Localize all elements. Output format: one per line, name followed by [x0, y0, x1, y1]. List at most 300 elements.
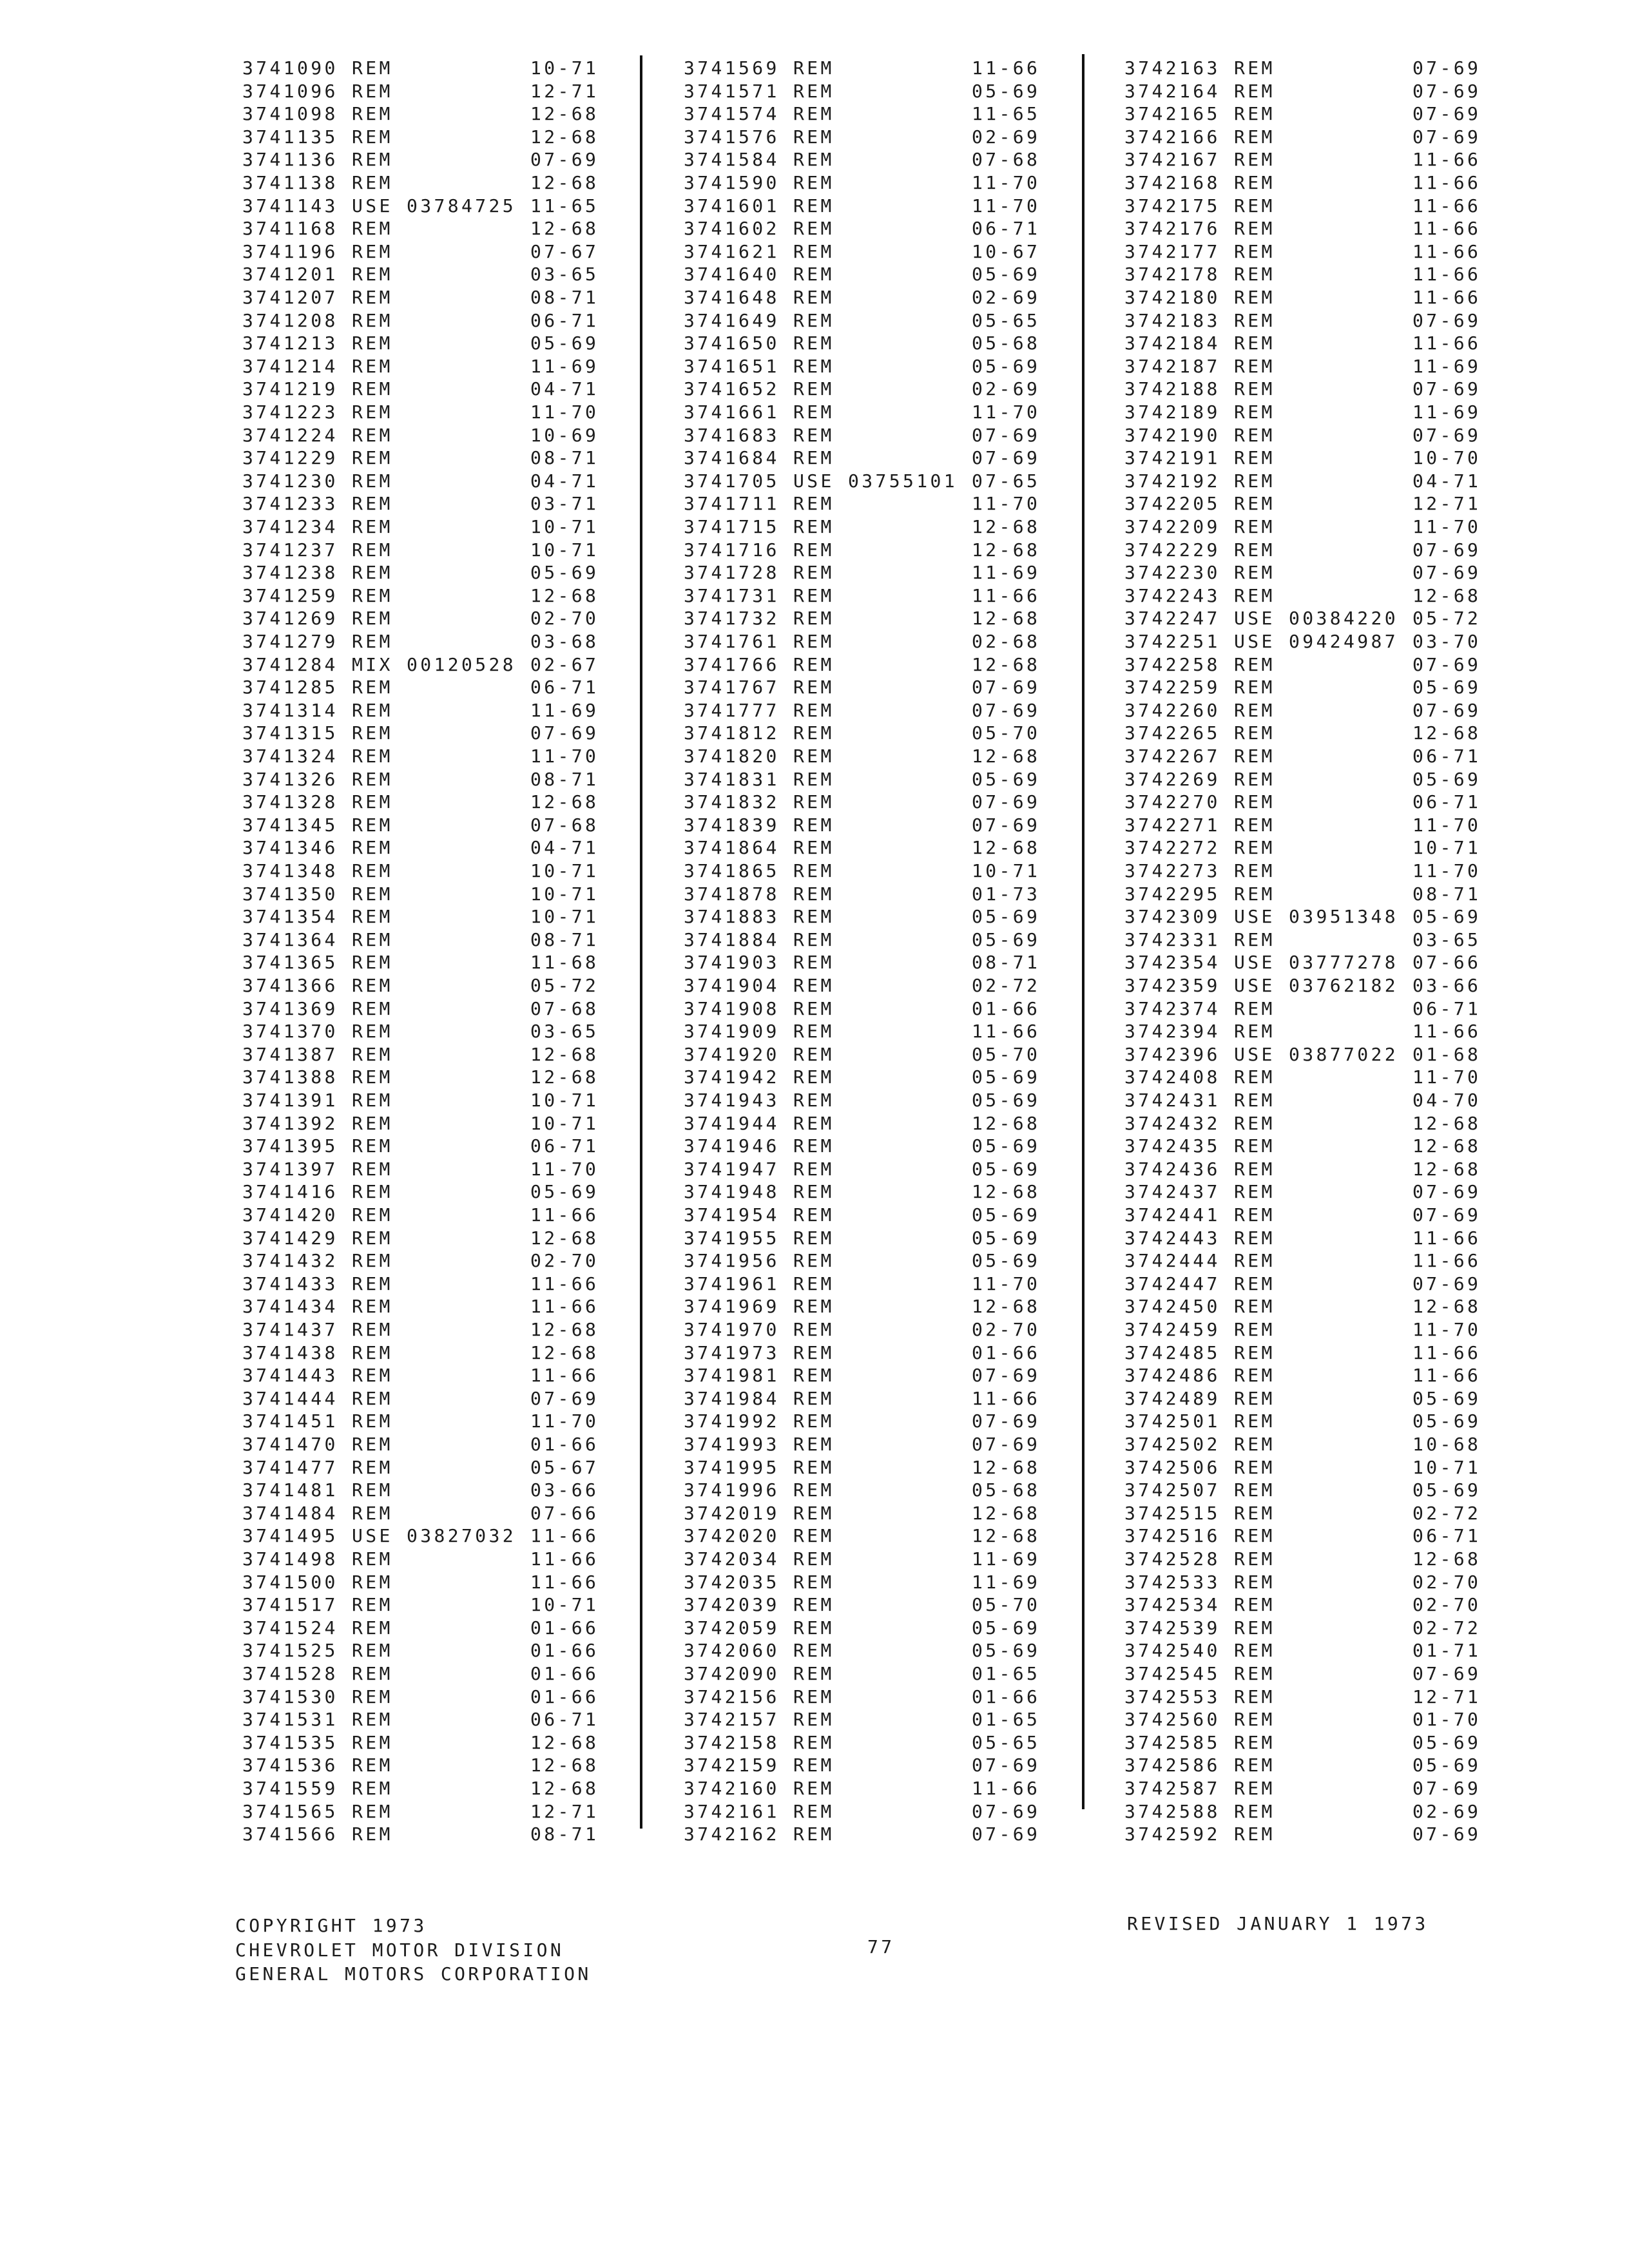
- part-number: 3742441: [1124, 1204, 1220, 1225]
- table-row: [1124, 378, 1487, 401]
- status-code: REM: [793, 539, 834, 561]
- table-row: [1124, 424, 1487, 447]
- status-code: REM: [352, 745, 393, 767]
- part-number: 3741135: [242, 126, 338, 148]
- date-code: 12-68: [530, 1066, 599, 1088]
- table-row: [684, 1227, 1046, 1250]
- status-code: REM: [793, 928, 834, 950]
- table-row: [1124, 791, 1487, 814]
- date-code: 10-67: [972, 240, 1041, 262]
- date-code: 12-68: [972, 539, 1041, 561]
- table-row: [242, 1548, 604, 1571]
- status-code: REM: [352, 928, 393, 950]
- date-code: 08-71: [530, 768, 599, 790]
- table-row: [242, 286, 604, 309]
- part-number: 3741168: [242, 218, 338, 240]
- part-number: 3741354: [242, 906, 338, 928]
- table-row: [1124, 814, 1487, 837]
- table-row: [1124, 1318, 1487, 1341]
- date-code: 05-69: [972, 1090, 1041, 1111]
- part-number: 3741536: [242, 1754, 338, 1776]
- date-code: 01-66: [530, 1434, 599, 1455]
- table-row: [242, 1112, 604, 1135]
- date-code: 12-68: [530, 1043, 599, 1065]
- table-row: [242, 860, 604, 883]
- status-code: REM: [793, 332, 834, 354]
- table-row: [1124, 745, 1487, 768]
- status-code: REM: [352, 1158, 393, 1180]
- status-code: REM: [352, 699, 393, 721]
- table-row: [242, 1708, 604, 1731]
- part-number: 3742331: [1124, 928, 1220, 950]
- part-number: 3742501: [1124, 1410, 1220, 1432]
- status-code: REM: [1234, 401, 1275, 423]
- division-line: CHEVROLET MOTOR DIVISION: [235, 1939, 564, 1961]
- table-row: [1124, 1433, 1487, 1456]
- part-number: 3742020: [684, 1525, 780, 1547]
- table-row: [684, 584, 1046, 608]
- status-code: REM: [793, 1135, 834, 1157]
- date-code: 11-70: [530, 1158, 599, 1180]
- status-code: REM: [1234, 1090, 1275, 1111]
- date-code: 11-69: [530, 699, 599, 721]
- replacement-part-number: 03827032: [407, 1525, 517, 1547]
- table-row: [1124, 1456, 1487, 1479]
- status-code: REM: [793, 631, 834, 652]
- date-code: 11-65: [530, 195, 599, 216]
- status-code: REM: [352, 401, 393, 423]
- part-number: 3741416: [242, 1181, 338, 1203]
- table-row: [1124, 768, 1487, 791]
- date-code: 02-72: [972, 975, 1041, 996]
- date-code: 11-66: [1412, 1227, 1481, 1249]
- table-row: [1124, 1662, 1487, 1686]
- table-row: [684, 492, 1046, 515]
- status-code: REM: [352, 57, 393, 79]
- table-row: [1124, 240, 1487, 264]
- part-number: 3741208: [242, 309, 338, 331]
- status-code: REM: [1234, 1112, 1275, 1134]
- replacement-part-number: 09424987: [1289, 631, 1399, 652]
- status-code: REM: [352, 126, 393, 148]
- date-code: 07-66: [530, 1502, 599, 1524]
- part-number: 3741285: [242, 677, 338, 698]
- date-code: 07-69: [1412, 699, 1481, 721]
- part-number: 3742437: [1124, 1181, 1220, 1203]
- date-code: 06-71: [530, 1709, 599, 1731]
- table-row: [684, 80, 1046, 103]
- table-row: [684, 1273, 1046, 1296]
- part-number: 3742515: [1124, 1502, 1220, 1524]
- date-code: 11-70: [1412, 1066, 1481, 1088]
- table-row: [684, 1295, 1046, 1318]
- table-row: [1124, 699, 1487, 722]
- status-code: REM: [352, 332, 393, 354]
- status-code: REM: [352, 516, 393, 537]
- date-code: 07-69: [972, 1800, 1041, 1822]
- status-code: REM: [793, 126, 834, 148]
- part-number: 3741233: [242, 493, 338, 515]
- date-code: 07-69: [1412, 562, 1481, 584]
- date-code: 05-68: [972, 332, 1041, 354]
- table-row: [242, 1066, 604, 1089]
- column-divider: [1082, 54, 1084, 1809]
- table-row: [684, 332, 1046, 355]
- table-row: [242, 171, 604, 195]
- date-code: 11-70: [1412, 814, 1481, 836]
- status-code: REM: [793, 1043, 834, 1065]
- replacement-part-number: 03784725: [407, 195, 517, 216]
- table-row: [242, 1318, 604, 1341]
- date-code: 07-69: [972, 791, 1041, 813]
- date-code: 12-71: [1412, 493, 1481, 515]
- part-number: 3742189: [1124, 401, 1220, 423]
- status-code: REM: [793, 57, 834, 79]
- date-code: 07-69: [972, 699, 1041, 721]
- date-code: 02-69: [972, 287, 1041, 308]
- table-row: [684, 1089, 1046, 1112]
- part-number: 3742180: [1124, 287, 1220, 308]
- date-code: 05-69: [972, 768, 1041, 790]
- status-code: REM: [352, 172, 393, 193]
- status-code: REM: [1234, 1778, 1275, 1799]
- date-code: 04-71: [530, 837, 599, 859]
- table-row: [242, 515, 604, 539]
- part-number: 3742059: [684, 1617, 780, 1639]
- status-code: REM: [793, 814, 834, 836]
- table-row: [684, 1387, 1046, 1410]
- status-code: REM: [1234, 1434, 1275, 1455]
- date-code: 10-71: [530, 539, 599, 561]
- table-row: [1124, 1341, 1487, 1365]
- table-row: [242, 722, 604, 745]
- status-code: REM: [1234, 1823, 1275, 1845]
- part-number: 3741392: [242, 1112, 338, 1134]
- status-code: REM: [352, 1479, 393, 1501]
- status-code: REM: [793, 355, 834, 377]
- table-row: [684, 424, 1046, 447]
- part-number: 3741571: [684, 80, 780, 102]
- part-number: 3741590: [684, 172, 780, 193]
- part-number: 3741346: [242, 837, 338, 859]
- status-code: REM: [352, 1227, 393, 1249]
- status-code: REM: [352, 1296, 393, 1318]
- status-code: REM: [1234, 1731, 1275, 1753]
- status-code: USE: [1234, 906, 1275, 928]
- date-code: 12-68: [530, 584, 599, 606]
- date-code: 07-69: [1412, 653, 1481, 675]
- date-code: 07-69: [972, 1365, 1041, 1387]
- status-code: REM: [352, 1640, 393, 1662]
- part-number: 3741279: [242, 631, 338, 652]
- part-number: 3741942: [684, 1066, 780, 1088]
- status-code: REM: [793, 103, 834, 125]
- table-row: [1124, 263, 1487, 286]
- date-code: 11-69: [1412, 401, 1481, 423]
- table-row: [242, 1571, 604, 1594]
- status-code: REM: [352, 814, 393, 836]
- table-row: [1124, 470, 1487, 493]
- parts-column-1: [242, 57, 604, 1848]
- status-code: USE: [1234, 608, 1275, 629]
- status-code: REM: [793, 1112, 834, 1134]
- table-row: [684, 1433, 1046, 1456]
- table-row: [684, 1135, 1046, 1158]
- status-code: REM: [352, 1410, 393, 1432]
- part-number: 3741388: [242, 1066, 338, 1088]
- table-row: [242, 1273, 604, 1296]
- table-row: [684, 1686, 1046, 1709]
- table-row: [684, 1456, 1046, 1479]
- date-code: 12-68: [530, 1319, 599, 1340]
- part-number: 3741970: [684, 1319, 780, 1340]
- date-code: 10-71: [530, 1090, 599, 1111]
- table-row: [242, 905, 604, 928]
- part-number: 3741732: [684, 608, 780, 629]
- status-code: REM: [793, 1365, 834, 1387]
- status-code: REM: [793, 1296, 834, 1318]
- date-code: 03-65: [530, 264, 599, 285]
- table-row: [1124, 951, 1487, 974]
- date-code: 12-71: [530, 1800, 599, 1822]
- date-code: 07-69: [530, 1387, 599, 1409]
- status-code: REM: [352, 1066, 393, 1088]
- date-code: 11-66: [1412, 149, 1481, 171]
- table-row: [684, 148, 1046, 171]
- table-row: [242, 883, 604, 906]
- part-number: 3742034: [684, 1548, 780, 1570]
- status-code: REM: [1234, 722, 1275, 744]
- part-number: 3742394: [1124, 1021, 1220, 1043]
- status-code: REM: [1234, 493, 1275, 515]
- part-number: 3742157: [684, 1709, 780, 1731]
- part-number: 3741314: [242, 699, 338, 721]
- table-row: [1124, 1020, 1487, 1043]
- part-number: 3741259: [242, 584, 338, 606]
- status-code: REM: [1234, 1456, 1275, 1478]
- table-row: [684, 401, 1046, 424]
- date-code: 11-66: [1412, 332, 1481, 354]
- part-number: 3741565: [242, 1800, 338, 1822]
- date-code: 11-66: [530, 1571, 599, 1593]
- status-code: REM: [1234, 240, 1275, 262]
- date-code: 12-68: [972, 1296, 1041, 1318]
- date-code: 03-66: [530, 1479, 599, 1501]
- date-code: 02-70: [1412, 1594, 1481, 1616]
- table-row: [242, 195, 604, 218]
- part-number: 3741832: [684, 791, 780, 813]
- date-code: 11-70: [1412, 860, 1481, 881]
- part-number: 3742459: [1124, 1319, 1220, 1340]
- status-code: REM: [352, 447, 393, 469]
- part-number: 3742159: [684, 1754, 780, 1776]
- date-code: 11-66: [530, 1204, 599, 1225]
- table-row: [242, 148, 604, 171]
- date-code: 02-69: [1412, 1800, 1481, 1822]
- date-code: 10-71: [530, 1594, 599, 1616]
- status-code: REM: [352, 1365, 393, 1387]
- date-code: 11-66: [1412, 195, 1481, 216]
- date-code: 02-72: [1412, 1617, 1481, 1639]
- status-code: REM: [793, 837, 834, 859]
- table-row: [684, 1158, 1046, 1181]
- table-row: [1124, 1617, 1487, 1640]
- table-row: [1124, 974, 1487, 997]
- table-row: [242, 1227, 604, 1250]
- date-code: 12-68: [972, 745, 1041, 767]
- part-number: 3741955: [684, 1227, 780, 1249]
- part-number: 3742184: [1124, 332, 1220, 354]
- status-code: REM: [793, 172, 834, 193]
- date-code: 11-66: [1412, 264, 1481, 285]
- table-row: [242, 1639, 604, 1662]
- status-code: REM: [1234, 149, 1275, 171]
- date-code: 10-71: [530, 883, 599, 905]
- part-number: 3741705: [684, 470, 780, 492]
- status-code: REM: [793, 1250, 834, 1272]
- part-number: 3742175: [1124, 195, 1220, 216]
- date-code: 05-69: [972, 928, 1041, 950]
- table-row: [242, 57, 604, 80]
- part-number: 3741943: [684, 1090, 780, 1111]
- date-code: 07-69: [1412, 1273, 1481, 1294]
- table-row: [1124, 1686, 1487, 1709]
- table-row: [1124, 1502, 1487, 1525]
- part-number: 3741477: [242, 1456, 338, 1478]
- status-code: REM: [793, 584, 834, 606]
- part-number: 3741224: [242, 424, 338, 446]
- status-code: REM: [1234, 57, 1275, 79]
- status-code: REM: [793, 309, 834, 331]
- date-code: 07-65: [972, 470, 1041, 492]
- part-number: 3741517: [242, 1594, 338, 1616]
- date-code: 10-69: [530, 424, 599, 446]
- table-row: [1124, 561, 1487, 584]
- status-code: REM: [793, 424, 834, 446]
- part-number: 3741993: [684, 1434, 780, 1455]
- date-code: 11-69: [972, 1548, 1041, 1570]
- part-number: 3742209: [1124, 516, 1220, 537]
- part-number: 3741831: [684, 768, 780, 790]
- table-row: [684, 745, 1046, 768]
- date-code: 07-69: [972, 1823, 1041, 1845]
- status-code: REM: [352, 1663, 393, 1684]
- table-row: [684, 470, 1046, 493]
- part-number: 3742447: [1124, 1273, 1220, 1294]
- table-row: [1124, 401, 1487, 424]
- table-row: [684, 997, 1046, 1021]
- date-code: 05-70: [972, 1594, 1041, 1616]
- status-code: REM: [793, 1387, 834, 1409]
- status-code: REM: [793, 1778, 834, 1799]
- status-code: REM: [793, 401, 834, 423]
- part-number: 3741444: [242, 1387, 338, 1409]
- part-number: 3742528: [1124, 1548, 1220, 1570]
- table-row: [1124, 102, 1487, 126]
- table-row: [242, 401, 604, 424]
- part-number: 3742585: [1124, 1731, 1220, 1753]
- status-code: REM: [1234, 745, 1275, 767]
- status-code: REM: [793, 218, 834, 240]
- date-code: 11-66: [1412, 1250, 1481, 1272]
- date-code: 12-68: [972, 1112, 1041, 1134]
- part-number: 3741956: [684, 1250, 780, 1272]
- status-code: REM: [1234, 332, 1275, 354]
- status-code: REM: [793, 883, 834, 905]
- date-code: 02-70: [530, 608, 599, 629]
- part-number: 3741443: [242, 1365, 338, 1387]
- status-code: REM: [793, 1158, 834, 1180]
- part-number: 3741348: [242, 860, 338, 881]
- date-code: 10-71: [530, 57, 599, 79]
- table-row: [684, 1524, 1046, 1548]
- table-row: [684, 1571, 1046, 1594]
- status-code: REM: [352, 997, 393, 1019]
- status-code: REM: [1234, 103, 1275, 125]
- part-number: 3741839: [684, 814, 780, 836]
- date-code: 07-69: [1412, 1778, 1481, 1799]
- table-row: [242, 332, 604, 355]
- status-code: REM: [793, 1640, 834, 1662]
- table-row: [242, 1502, 604, 1525]
- date-code: 05-69: [1412, 1731, 1481, 1753]
- part-number: 3742588: [1124, 1800, 1220, 1822]
- status-code: REM: [1234, 928, 1275, 950]
- part-number: 3741429: [242, 1227, 338, 1249]
- status-code: REM: [1234, 562, 1275, 584]
- status-code: REM: [352, 80, 393, 102]
- date-code: 12-68: [530, 1778, 599, 1799]
- table-row: [1124, 1066, 1487, 1089]
- table-row: [684, 653, 1046, 677]
- status-code: REM: [1234, 470, 1275, 492]
- status-code: REM: [1234, 1571, 1275, 1593]
- part-number: 3742516: [1124, 1525, 1220, 1547]
- status-code: REM: [1234, 1548, 1275, 1570]
- table-row: [242, 263, 604, 286]
- part-number: 3742260: [1124, 699, 1220, 721]
- part-number: 3741223: [242, 401, 338, 423]
- status-code: REM: [1234, 1250, 1275, 1272]
- table-row: [1124, 332, 1487, 355]
- status-code: REM: [352, 1823, 393, 1845]
- part-number: 3741420: [242, 1204, 338, 1225]
- date-code: 11-70: [530, 401, 599, 423]
- part-number: 3741650: [684, 332, 780, 354]
- status-code: REM: [352, 584, 393, 606]
- part-number: 3741284: [242, 653, 338, 675]
- status-code: REM: [793, 745, 834, 767]
- part-number: 3741098: [242, 103, 338, 125]
- status-code: REM: [793, 1227, 834, 1249]
- status-code: REM: [1234, 768, 1275, 790]
- part-number: 3741366: [242, 975, 338, 996]
- table-row: [242, 974, 604, 997]
- date-code: 01-65: [972, 1663, 1041, 1684]
- status-code: USE: [1234, 952, 1275, 974]
- part-number: 3741903: [684, 952, 780, 974]
- date-code: 05-69: [972, 1250, 1041, 1272]
- status-code: REM: [1234, 1204, 1275, 1225]
- table-row: [684, 722, 1046, 745]
- replacement-part-number: 03877022: [1289, 1043, 1399, 1065]
- date-code: 12-68: [1412, 1158, 1481, 1180]
- part-number: 3741884: [684, 928, 780, 950]
- status-code: REM: [352, 952, 393, 974]
- date-code: 01-66: [972, 1686, 1041, 1707]
- status-code: REM: [352, 309, 393, 331]
- status-code: REM: [352, 768, 393, 790]
